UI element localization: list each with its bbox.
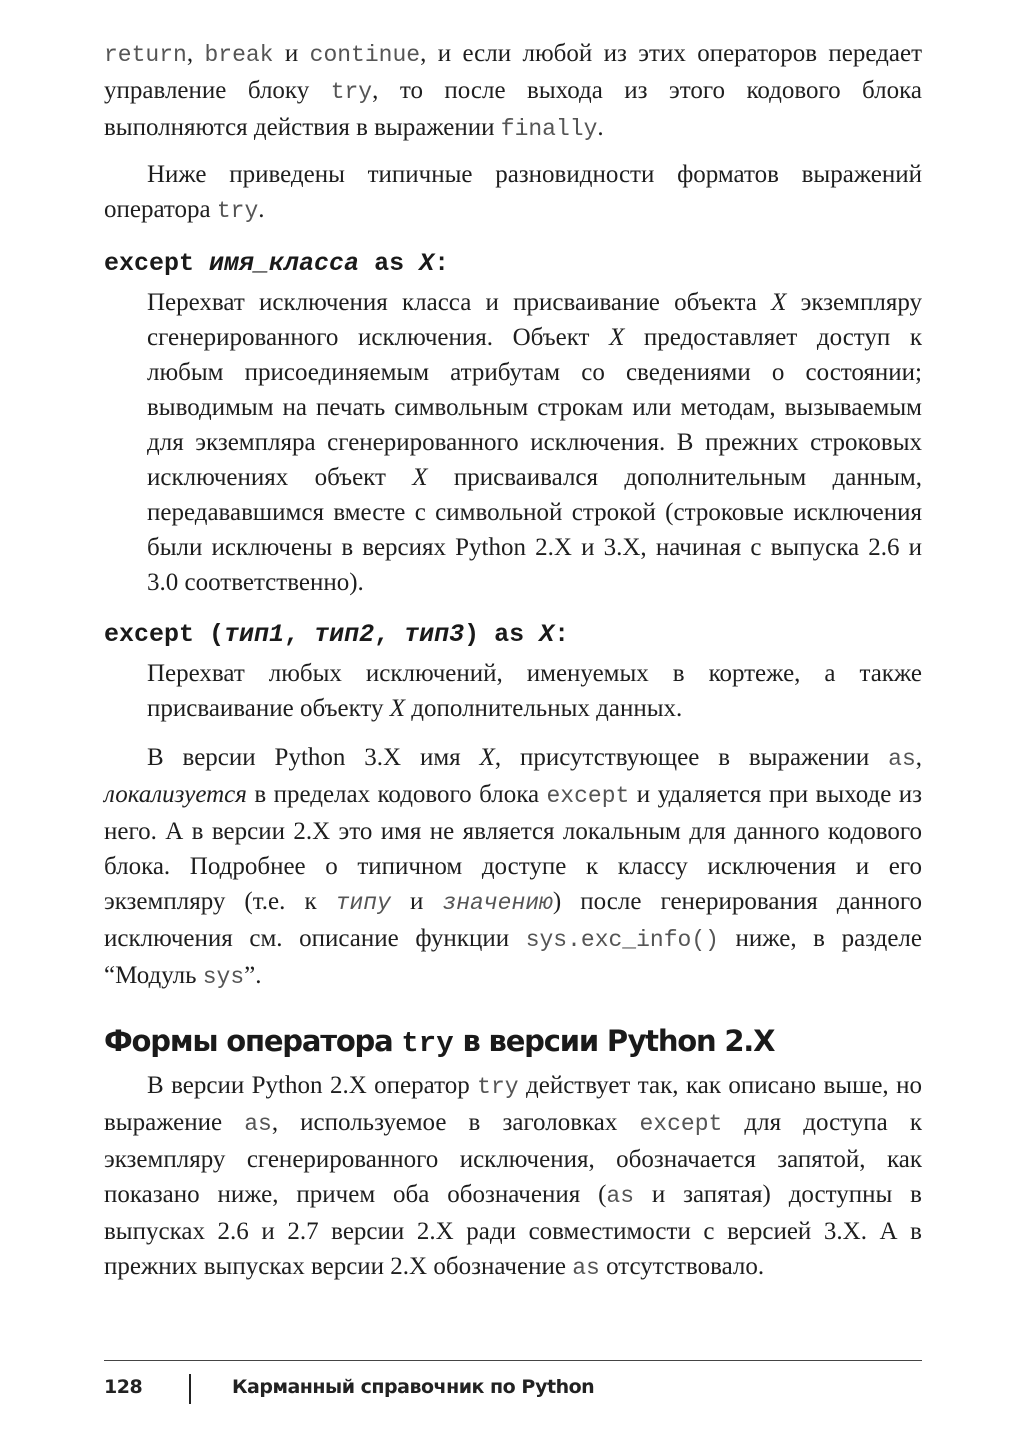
text-run: В версии Python 3.X имя [147,744,480,771]
text-run: и [273,40,310,67]
text-run: except [104,249,210,278]
page-number: 128 [104,1376,143,1398]
footer-rule [104,1360,922,1361]
text-run: присваивался дополнительным данным, передававшимся вместе с символьной строкой (строковые исключения были исключены в версиях Python 2.X и 3.X, начиная с выпуска 2.6 и 3.0 соответственно). [147,464,922,596]
text-run: break [204,42,274,68]
text-run: для доступа к экземпляру сгенерированного исключения, обозначается запятой, как показано ниже, причем оба обозначения ( [104,1109,922,1208]
text-run: : [434,249,450,278]
text-run: В версии Python 2.X оператор [147,1072,478,1099]
text-run: ) as [464,620,540,649]
running-title: Карманный справочник по Python [232,1376,595,1398]
text-run: , [374,620,405,649]
text-run: , [915,744,922,771]
text-run: as [606,1183,635,1209]
text-run: в версии Python 2.X [453,1024,775,1058]
text-run: экземпляру сгенерированного исключения. Объект [147,289,922,351]
paragraph-python2 [104,1068,922,1286]
text-run: continue [309,42,421,68]
text-run: Перехват исключения класса и присваивание объекта [147,289,772,316]
text-run: Ниже приведены типичные разновидности форматов выражений оператора [104,161,922,223]
definition-except-tuple [147,656,922,726]
text-run: X [479,744,495,771]
text-run: X [412,464,428,491]
text-run: , используемое в заголовках [271,1109,640,1136]
text-run: тип2 [314,620,375,649]
text-run: типу [335,890,391,916]
text-run: except [546,783,630,809]
text-run: ) после генерирования данного исключения см. описание функции [104,888,922,952]
text-run: X [419,249,435,278]
text-run: except [639,1111,723,1137]
text-run: as [572,1255,600,1281]
text-run: except ( [104,620,225,649]
text-run: X [771,289,787,316]
text-run: as [888,746,916,772]
paragraph-as-scope [104,740,922,995]
text-run: дополнительных данных. [405,695,683,722]
definition-term-except-tuple [104,618,922,652]
text-run: finally [500,116,598,142]
text-run: ”. [244,962,262,989]
text-run: локализуется [104,781,247,808]
text-run: X [539,620,555,649]
section-heading [104,1021,922,1064]
page-body [104,36,922,1286]
paragraph-formats [104,157,922,229]
text-run: , [186,40,205,67]
text-run: имя_класса [209,249,360,278]
text-run: Перехват любых исключений, именуемых в кортеже, а также присваивание объекту [147,660,922,722]
footer-separator [189,1374,191,1404]
text-run: отсутствовало. [599,1253,765,1280]
text-run: в пределах кодового блока [246,781,547,808]
text-run: , присутствующее в выражении [494,744,889,771]
text-run: try [401,1027,454,1060]
text-run: X [389,695,406,722]
text-run: sys.exc_info() [525,927,719,953]
text-run: , [284,620,315,649]
text-run: , и если любой из этих операторов передает управление блоку [104,40,922,104]
text-run: тип1 [224,620,285,649]
text-run: try [477,1074,519,1100]
text-run: X [609,324,625,351]
text-run: и удаляется при выходе из него. А в версии 2.X это имя не является локальным для данного кодового блока. Подробнее о типичном доступе к классу исключения и его экземпляру (т.е. к [104,781,922,915]
text-run: предоставляет доступ к любым присоединяемым атрибутам со сведениями о состоянии; выводимым на печать символьным строкам или методам, вызываемым для экземпляра сгенерированного исключения. В прежних строковых исключениях объект [147,324,922,491]
paragraph-intro [104,36,922,147]
text-run: Формы оператора [104,1024,402,1058]
text-run: . [597,114,604,141]
text-run: тип3 [404,620,465,649]
text-run: значению [442,890,553,916]
definition-term-except-class [104,247,922,281]
text-run: return [104,42,187,68]
text-run: и запятая) доступны в выпусках 2.6 и 2.7 версии 2.X ради совместимости с версией 3.X. А в прежних выпусках версии 2.X обозначение [104,1181,922,1280]
text-run: : [554,620,570,649]
text-run: ниже, в разделе “Модуль [104,925,922,989]
text-run: , то после выхода из этого кодового блока выполняются действия в выражении [104,77,922,141]
text-run: sys [202,964,245,990]
text-run: try [330,79,373,105]
text-run: и [390,888,443,915]
text-run: действует так, как описано выше, но выражение [104,1072,922,1136]
text-run: as [359,249,420,278]
text-run: . [258,196,265,223]
definition-except-class [147,285,922,600]
text-run: as [244,1111,272,1137]
text-run: try [216,198,259,224]
